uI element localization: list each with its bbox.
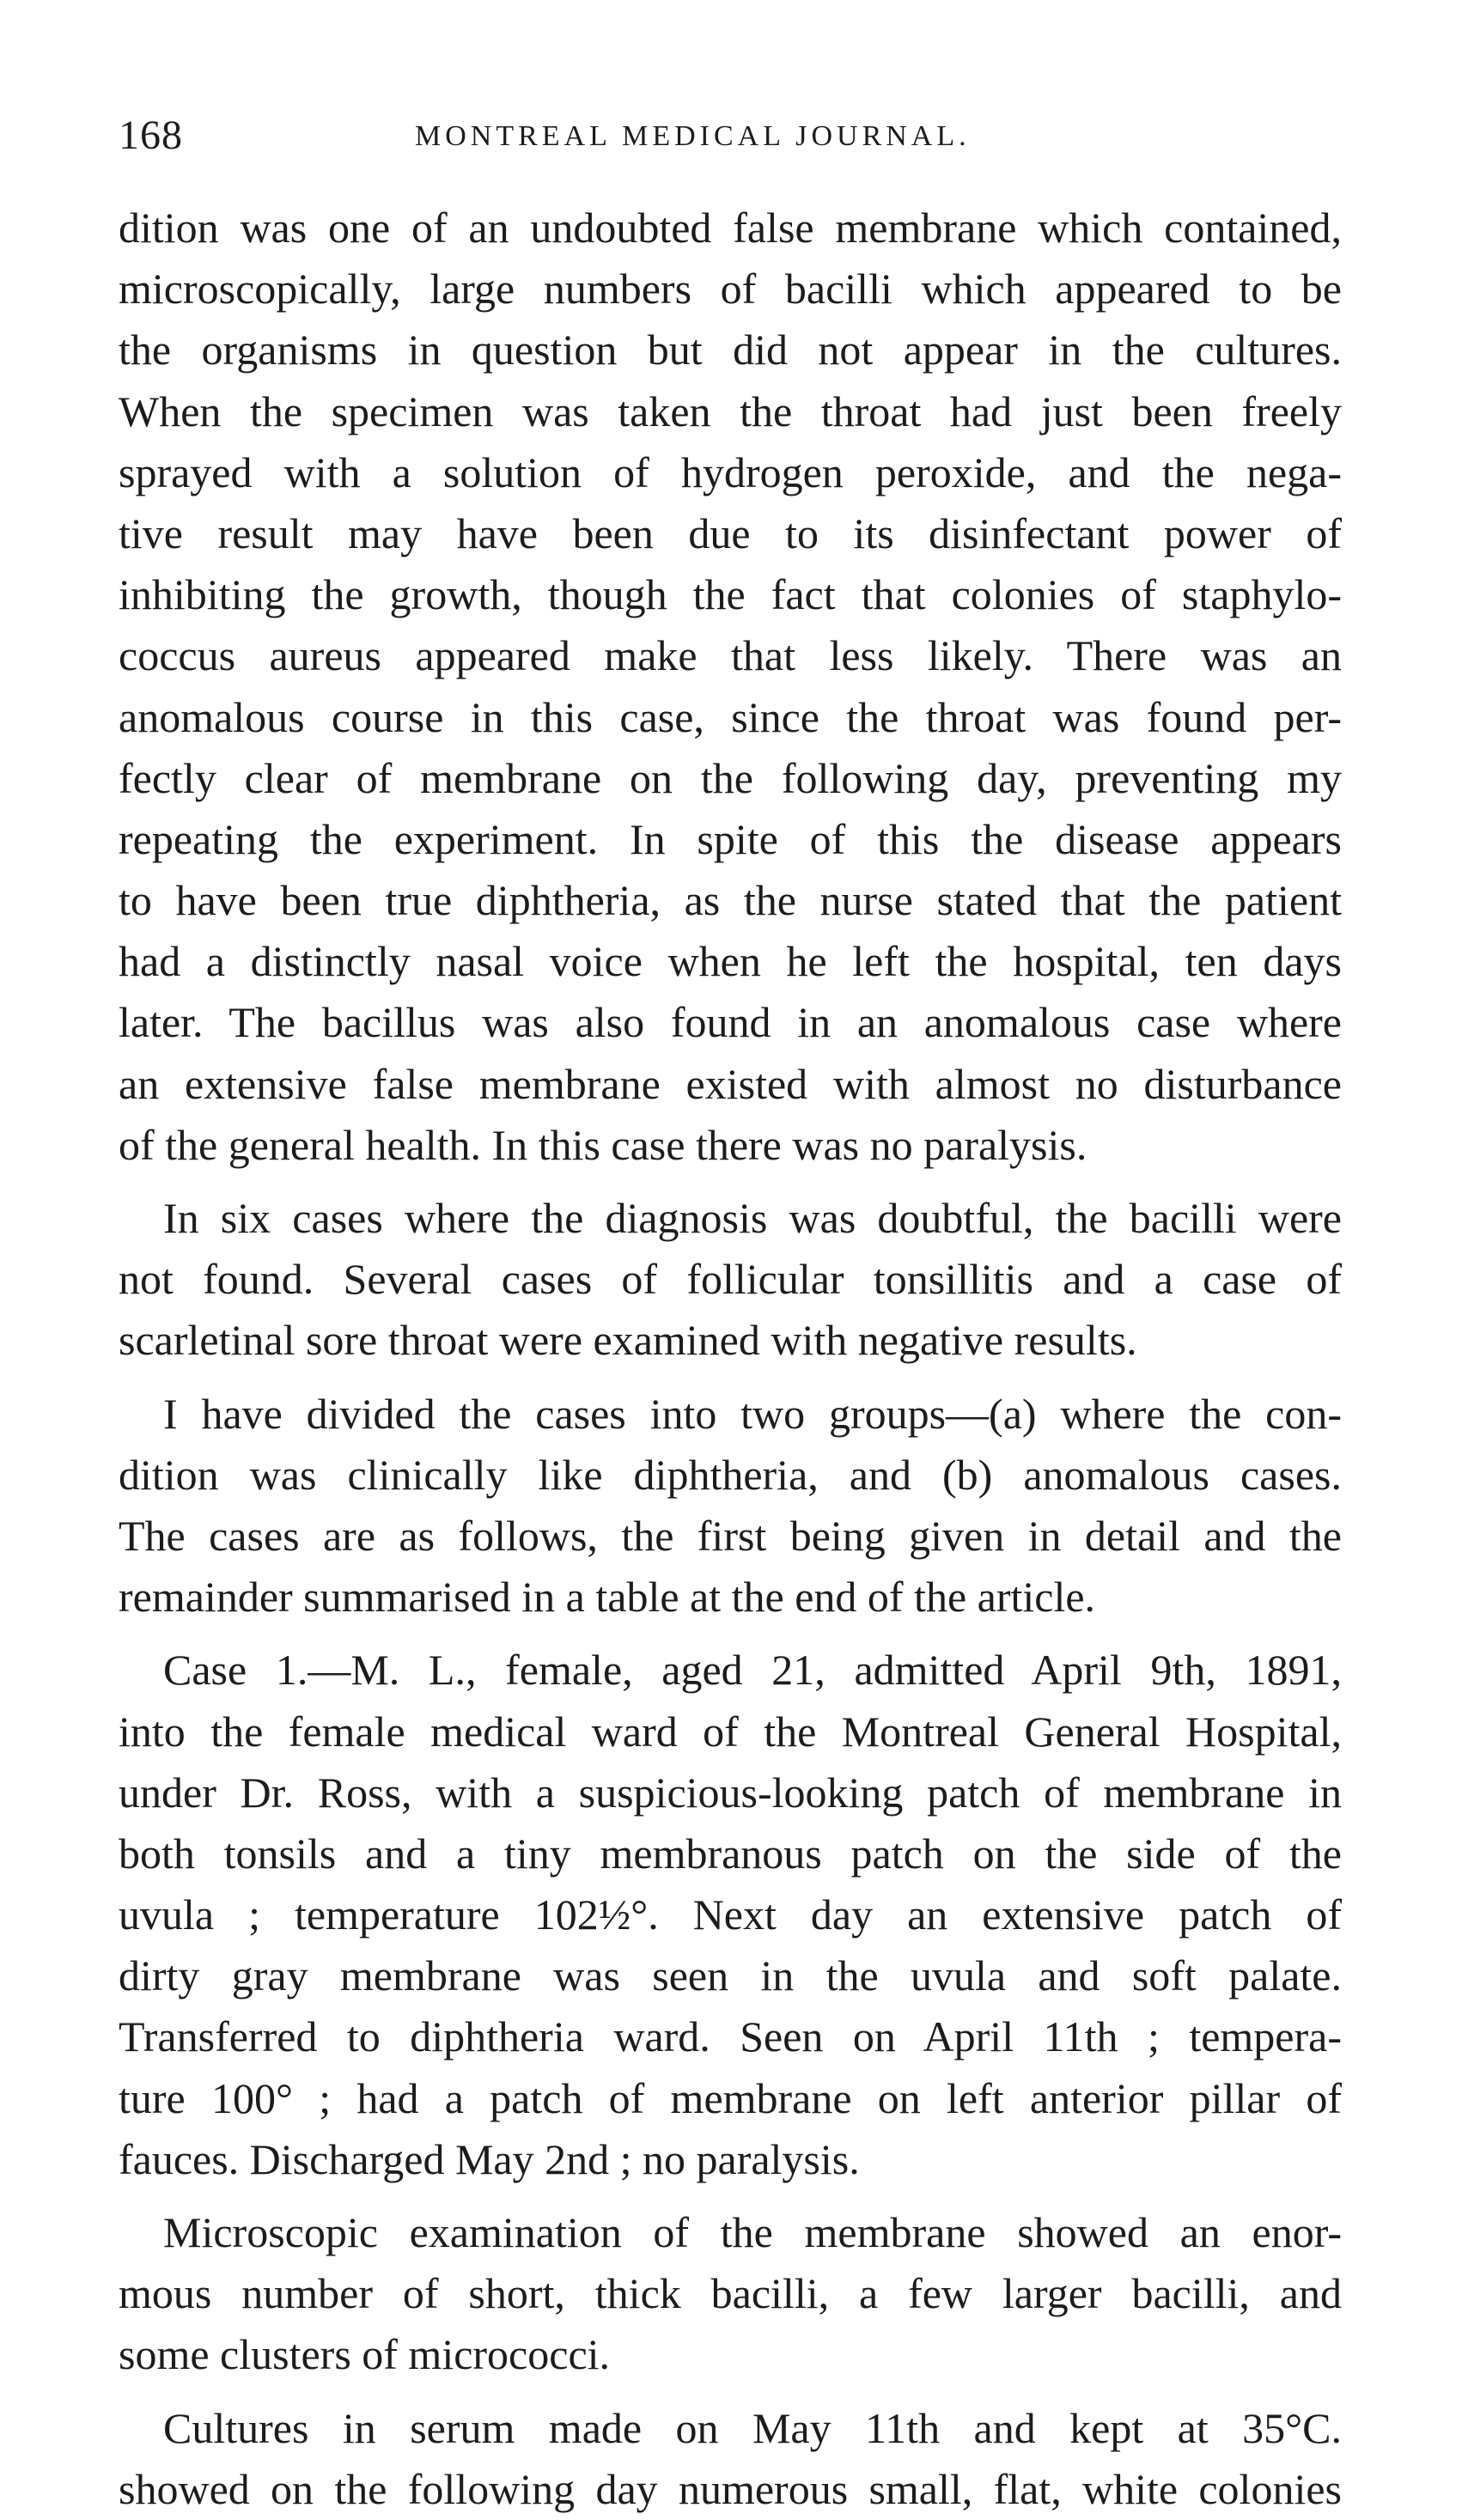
paragraph-gap [119, 2386, 1342, 2398]
text-line: Transferred to diphtheria ward. Seen on April 11th ; tempera- [119, 2012, 1342, 2061]
text-line: later. The bacillus was also found in an anomalous case where [119, 998, 1342, 1047]
text-line: uvula ; temperature 102½°. Next day an extensive patch of [119, 1890, 1342, 1939]
text-line: dirty gray membrane was seen in the uvula and soft palate. [119, 1951, 1342, 2000]
text-line: had a distinctly nasal voice when he left the hospital, ten days [119, 937, 1342, 986]
text-line: inhibiting the growth, though the fact that colonies of staphylo- [119, 570, 1342, 619]
text-line: fauces. Discharged May 2nd ; no paralysis. [119, 2134, 860, 2183]
text-line: Microscopic examination of the membrane showed an enor- [163, 2208, 1342, 2256]
paragraph-gap [119, 1372, 1342, 1384]
paragraph-gap [119, 1628, 1342, 1640]
text-line: dition was clinically like diphtheria, and (b) anomalous cases. [119, 1450, 1342, 1499]
paragraph-gap [119, 1176, 1342, 1188]
text-line: showed on the following day numerous small, flat, white colonies [119, 2464, 1342, 2513]
text-line: I have divided the cases into two groups—(a) where the con- [163, 1389, 1342, 1438]
page-number: 168 [119, 113, 183, 158]
text-line: microscopically, large numbers of bacilli which appeared to be [119, 265, 1342, 313]
text-line: under Dr. Ross, with a suspicious-looking patch of membrane in [119, 1768, 1342, 1817]
text-line: to have been true diphtheria, as the nurse stated that the patient [119, 876, 1342, 925]
text-line: of the general health. In this case there was no paralysis. [119, 1120, 1087, 1169]
text-line: coccus aureus appeared make that less likely. There was an [119, 631, 1342, 680]
body-text [119, 198, 1342, 2520]
text-line: into the female medical ward of the Montreal General Hospital, [119, 1707, 1342, 1756]
paragraph-gap [119, 2190, 1342, 2202]
running-head: MONTREAL MEDICAL JOURNAL. [415, 120, 971, 152]
text-line: some clusters of micrococci. [119, 2330, 611, 2379]
text-line: scarletinal sore throat were examined with negative results. [119, 1316, 1137, 1365]
text-line: mous number of short, thick bacilli, a few larger bacilli, and [119, 2269, 1342, 2318]
text-line: not found. Several cases of follicular tonsillitis and a case of [119, 1255, 1342, 1304]
text-line: both tonsils and a tiny membranous patch on the side of the [119, 1829, 1342, 1878]
text-line: dition was one of an undoubted false membrane which contained, [119, 204, 1342, 252]
text-line: an extensive false membrane existed with almost no disturbance [119, 1059, 1342, 1108]
text-line: tive result may have been due to its disinfectant power of [119, 508, 1342, 557]
text-line: the organisms in question but did not appear in the cultures. [119, 326, 1342, 374]
text-line: In six cases where the diagnosis was doubtful, the bacilli were [163, 1194, 1342, 1242]
text-line: sprayed with a solution of hydrogen peroxide, and the nega- [119, 447, 1342, 496]
text-line: Case 1.—M. L., female, aged 21, admitted April 9th, 1891, [163, 1646, 1342, 1695]
text-line: When the specimen was taken the throat had just been freely [119, 387, 1342, 435]
text-line: The cases are as follows, the first being given in detail and the [119, 1511, 1342, 1560]
text-line: fectly clear of membrane on the following day, preventing my [119, 753, 1342, 802]
text-line: anomalous course in this case, since the throat was found per- [119, 692, 1342, 741]
page-header [119, 112, 1342, 163]
text-line: ture 100° ; had a patch of membrane on left anterior pillar of [119, 2073, 1342, 2122]
text-line: Cultures in serum made on May 11th and kept at 35°C. [163, 2403, 1342, 2452]
text-line: repeating the experiment. In spite of this the disease appears [119, 814, 1342, 863]
text-line: remainder summarised in a table at the end of the article. [119, 1573, 1096, 1622]
